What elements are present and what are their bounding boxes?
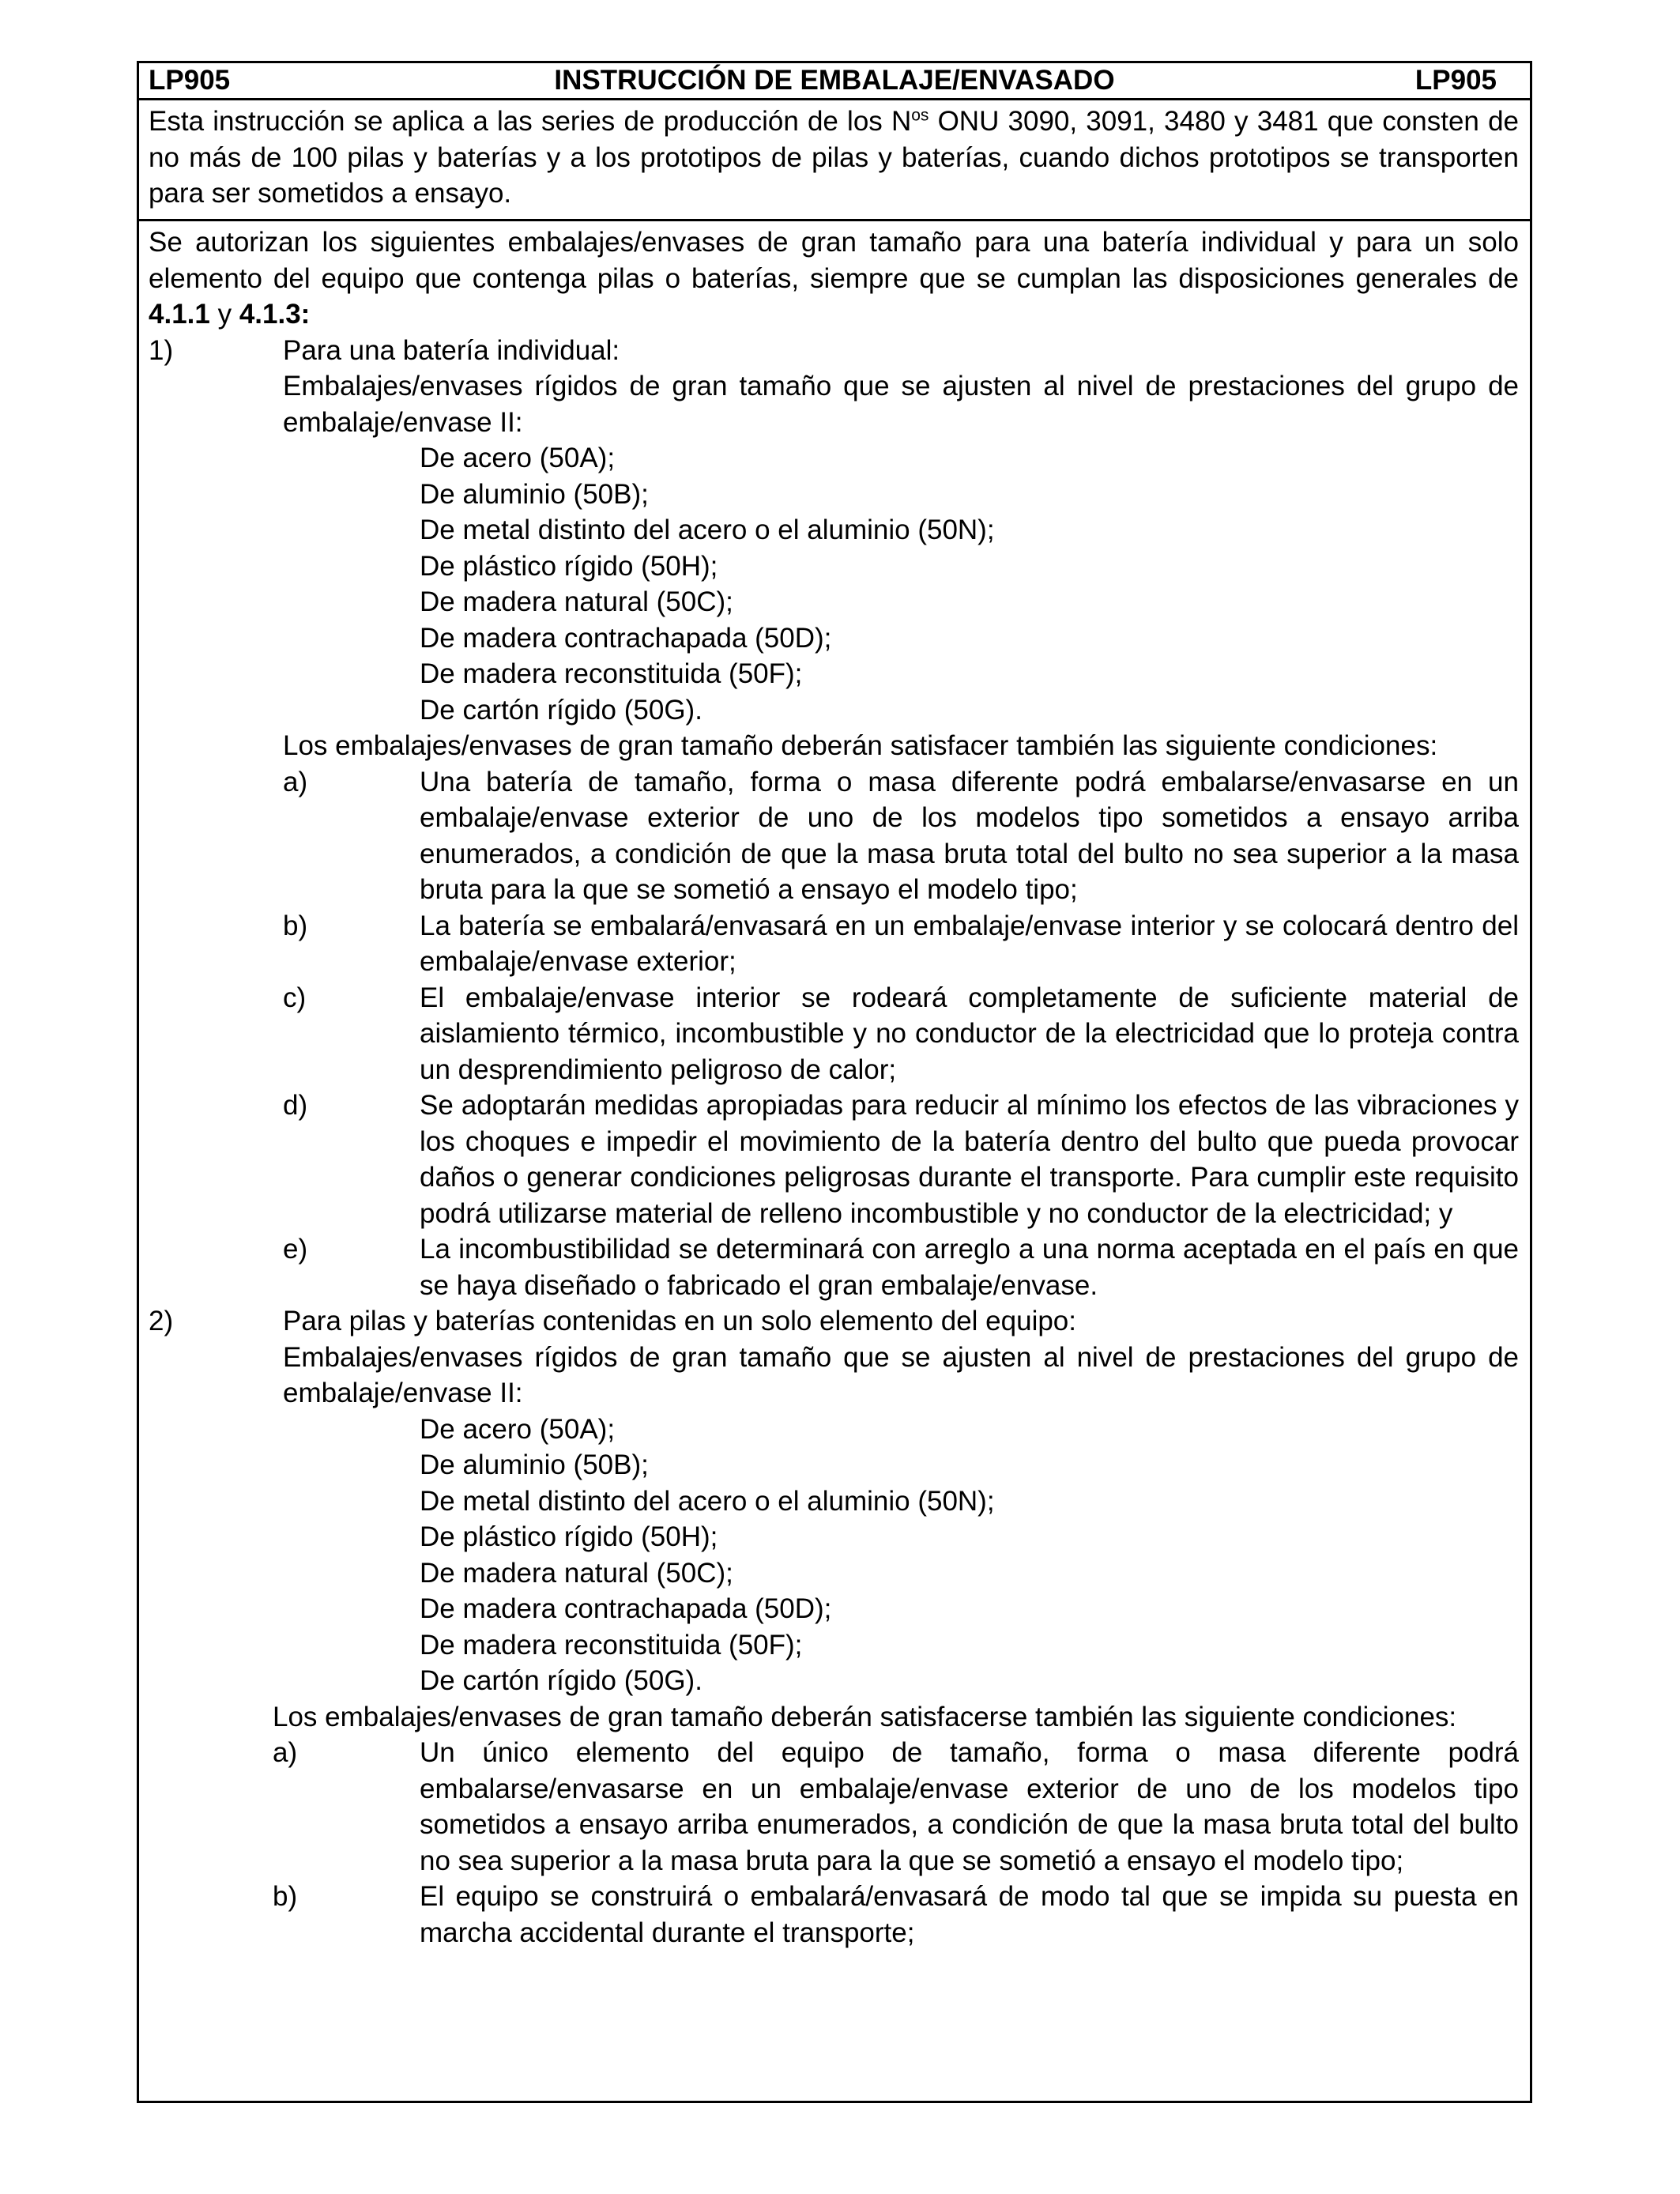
material-item: De metal distinto del acero o el aluminio (50N); [420,1485,995,1517]
instruction-code-right: LP905 [1414,65,1497,96]
section-1-condition-b: b) La batería se embalará/envasará en un embalaje/envase interior y se colocará dentro del embalaje/envase exterior; [283,910,1519,977]
material-item: De madera contrachapada (50D); [420,622,832,654]
body-row [139,221,1530,1951]
section-2-material-list [149,1412,1519,1699]
section-1-condition-a: a) Una batería de tamaño, forma o masa diferente podrá embalarse/envasarse en un embalaje/envase exterior de uno de los modelos tipo sometidos a ensayo arriba enumerados, a condición de que la masa bruta total del bulto no sea superior a la masa bruta para la que se sometió a ensayo el modelo tipo; [283,766,1519,905]
section-1-conditions-intro: Los embalajes/envases de gran tamaño deberán satisfacer también las siguiente condiciones: [283,730,1438,761]
material-item: De madera natural (50C); [420,1557,733,1589]
section-1-heading: 1) Para una batería individual: [149,334,620,366]
scope-row [139,100,1530,221]
instruction-code-left: LP905 [149,65,231,96]
material-item: De acero (50A); [420,1413,616,1445]
section-1-material-list [149,440,1519,728]
section-2-condition-b: b) El equipo se construirá o embalará/envasará de modo tal que se impida su puesta en marcha accidental durante el transporte; [273,1881,1519,1948]
instruction-title: INSTRUCCIÓN DE EMBALAJE/ENVASADO [554,65,1115,96]
material-item: De aluminio (50B); [420,478,649,510]
material-item: De madera reconstituida (50F); [420,1629,803,1661]
material-item: De aluminio (50B); [420,1449,649,1480]
material-item: De madera reconstituida (50F); [420,658,803,689]
material-item: De plástico rígido (50H); [420,1521,718,1552]
section-1-rigid-text: Embalajes/envases rígidos de gran tamaño que se ajusten al nivel de prestaciones del grupo de embalaje/envase II: [283,371,1519,438]
instruction-header [139,63,1530,100]
material-item: De metal distinto del acero o el aluminio (50N); [420,515,995,545]
section-2-conditions-intro: Los embalajes/envases de gran tamaño deberán satisfacerse también las siguiente condiciones: [273,1701,1457,1732]
material-item: De cartón rígido (50G). [420,1665,703,1696]
material-item: De acero (50A); [420,443,616,473]
material-item: De madera natural (50C); [420,586,733,617]
packing-instruction-table [137,61,1532,2103]
section-2-condition-a: a) Un único elemento del equipo de tamaño, forma o masa diferente podrá embalarse/envasarse en un embalaje/envase exterior de uno de los modelos tipo sometidos a ensayo arriba enumerados, a condición de que la masa bruta total del bulto no sea superior a la masa bruta para la que se sometió a ensayo el modelo tipo; [273,1737,1519,1876]
section-2-heading: 2) Para pilas y baterías contenidas en un solo elemento del equipo: [149,1306,1076,1336]
material-item: De plástico rígido (50H); [420,550,718,582]
section-2-rigid-text: Embalajes/envases rígidos de gran tamaño que se ajusten al nivel de prestaciones del grupo de embalaje/envase II: [283,1341,1519,1408]
section-1-condition-c: c) El embalaje/envase interior se rodeará completamente de suficiente material de aislamiento térmico, incombustible y no conductor de la electricidad que lo proteja contra un desprendimiento peligroso de calor; [283,982,1519,1085]
material-item: De cartón rígido (50G). [420,694,703,726]
section-1-condition-d: d) Se adoptarán medidas apropiadas para reducir al mínimo los efectos de las vibraciones y los choques e impedir el movimiento de la batería dentro del bulto que pueda provocar daños o generar condiciones peligrosas durante el transporte. Para cumplir este requisito podrá utilizarse material de relleno incombustible y no conductor de la electricidad; y [283,1090,1519,1229]
scope-text: Esta instrucción se aplica a las series de producción de los $N^{os}$ ONU 3090, 3091, 3480 y 3481 que consten de no más de 100 pilas y baterías y a los prototipos de pilas y baterías, cuando dichos prototipos se transporten para ser sometidos a ensayo. [149,106,1519,209]
intro-text: Se autorizan los siguientes embalajes/envases de gran tamaño para una batería individual y para un solo elemento del equipo que contenga pilas o baterías, siempre que se cumplan las disposiciones generales de 4.1.1 y 4.1.3: [149,227,1519,330]
material-item: De madera contrachapada (50D); [420,1593,832,1624]
section-1-condition-e: e) La incombustibilidad se determinará con arreglo a una norma aceptada en el país en que se haya diseñado o fabricado el gran embalaje/envase. [283,1234,1519,1301]
